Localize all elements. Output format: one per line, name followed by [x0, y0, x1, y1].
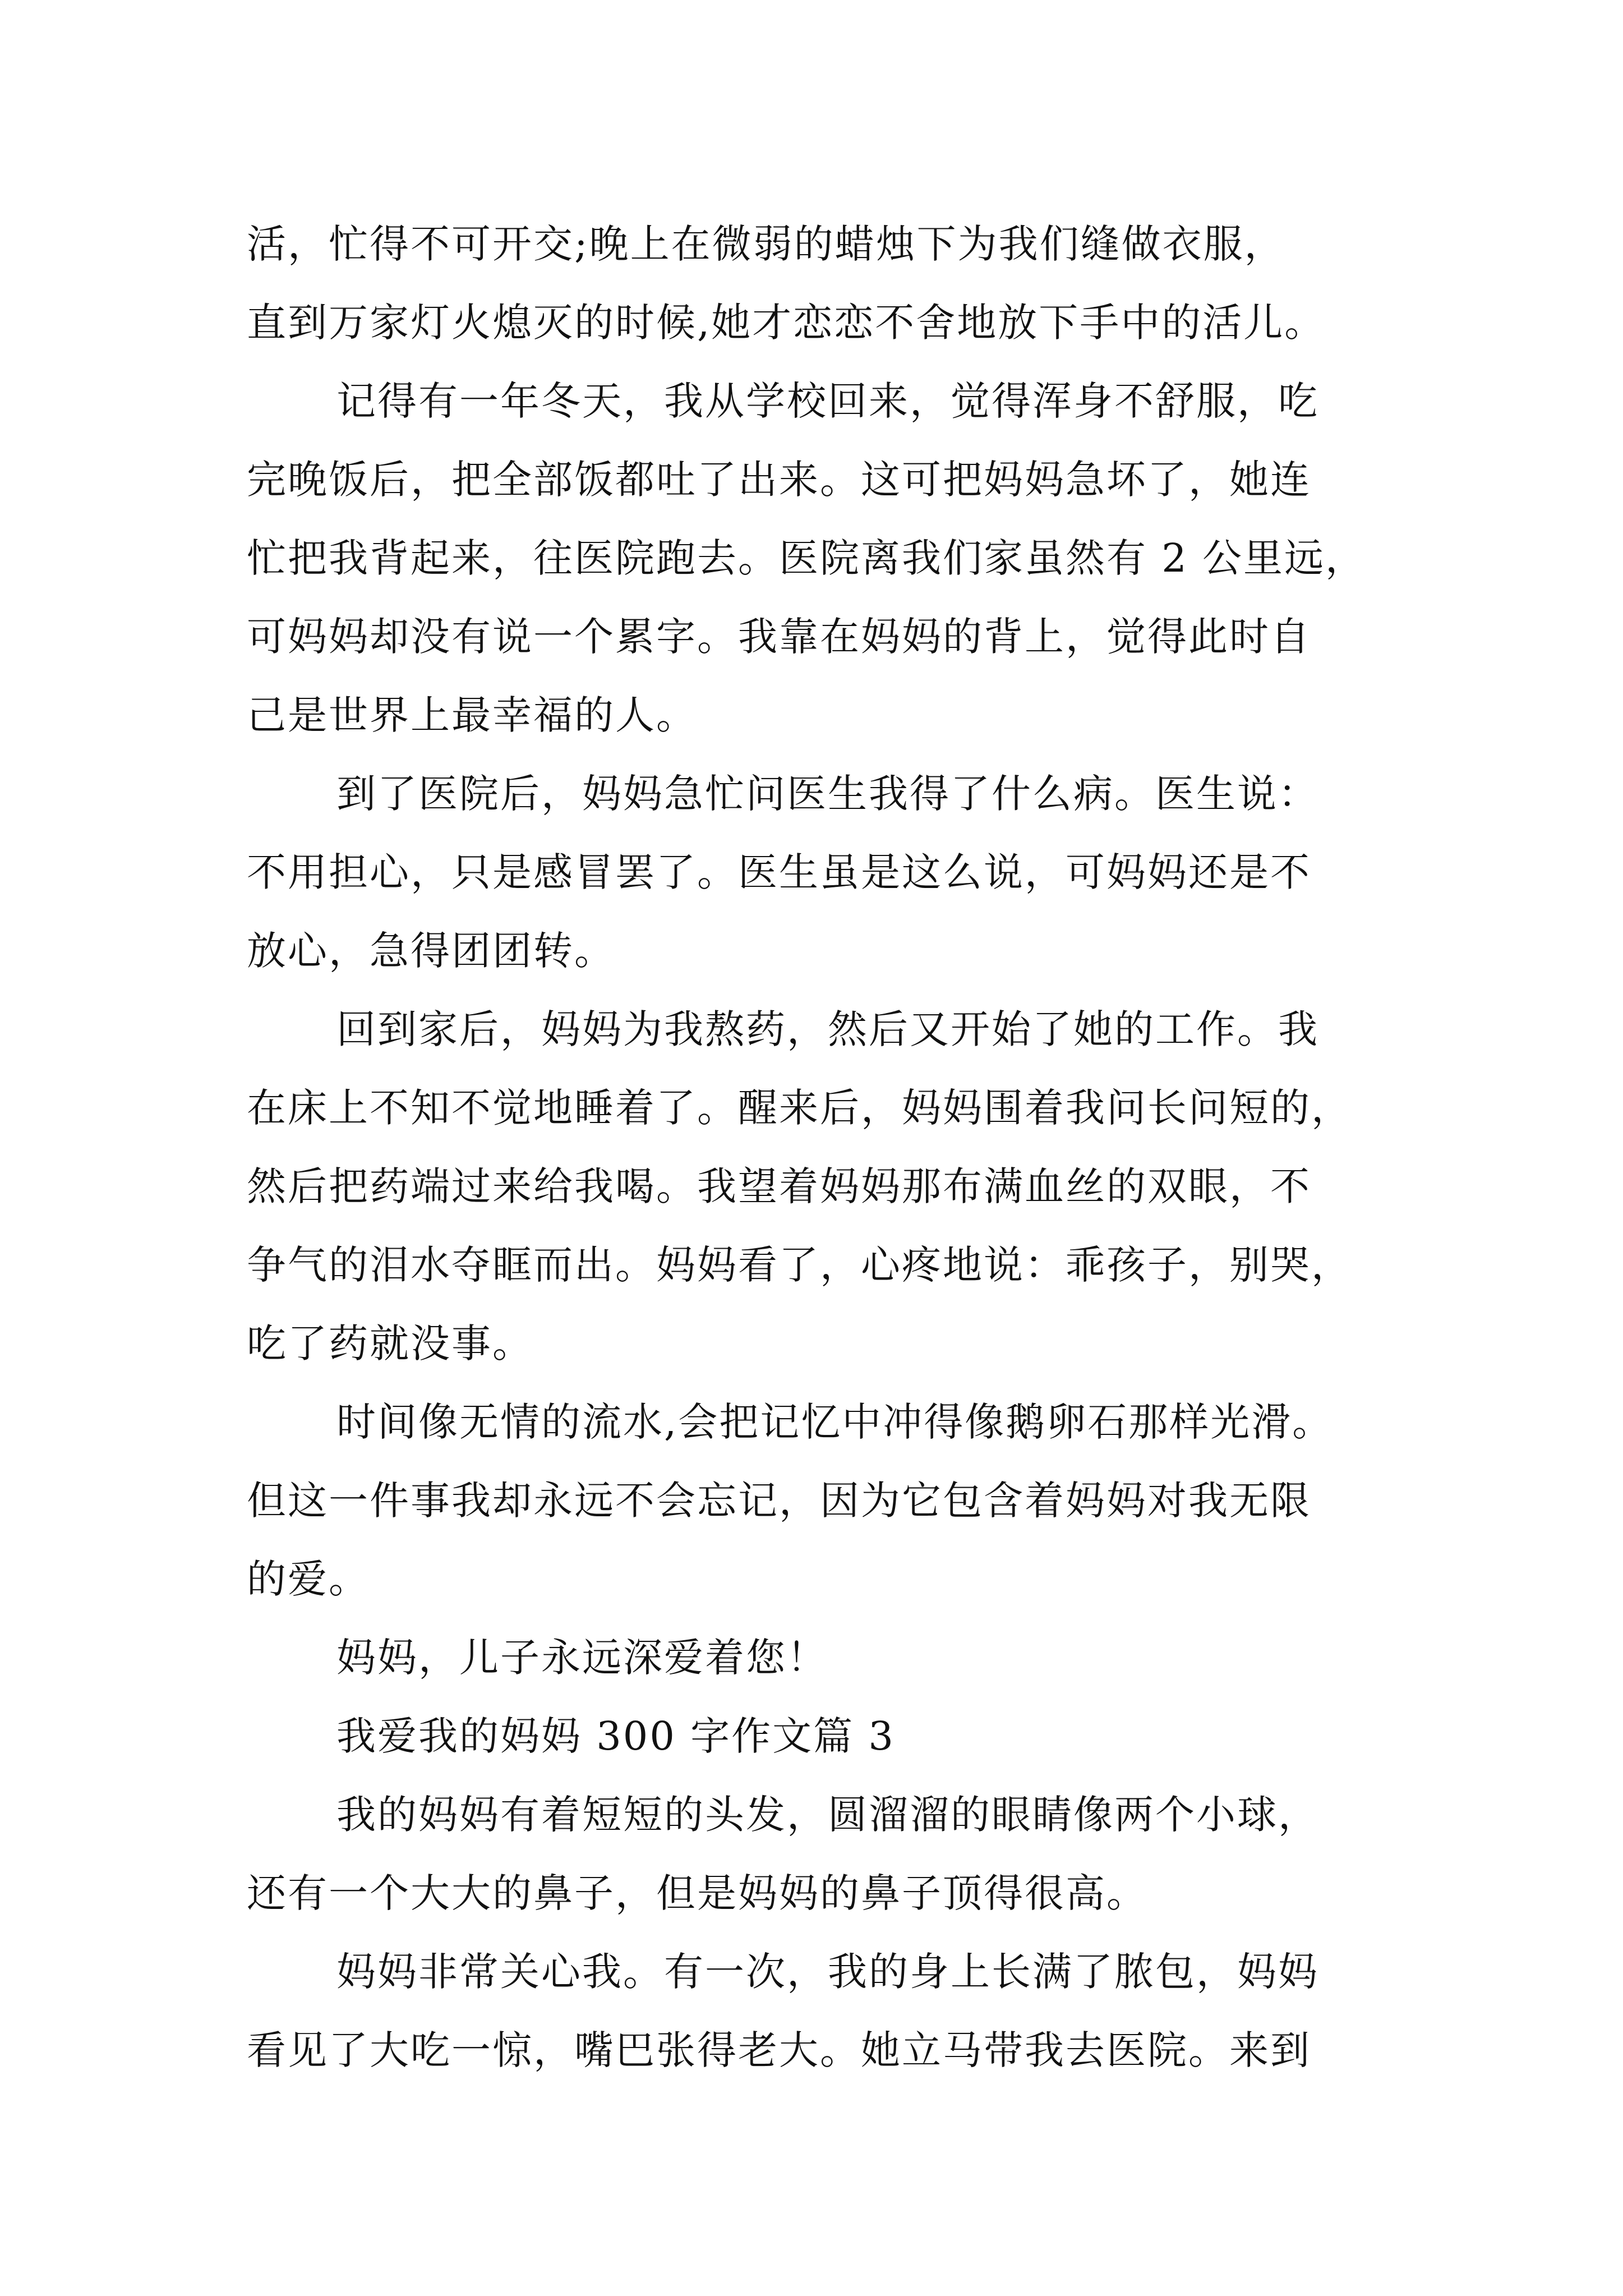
text-line: 己是世界上最幸福的人。 [247, 692, 697, 738]
paragraph-start-line: 妈妈，儿子永远深爱着您！ [336, 1635, 828, 1681]
text-line: 可妈妈却没有说一个累字。我靠在妈妈的背上，觉得此时自 [247, 614, 1311, 660]
text-line: 活，忙得不可开交;晚上在微弱的蜡烛下为我们缝做衣服， [247, 221, 1285, 267]
text-line: 然后把药端过来给我喝。我望着妈妈那布满血丝的双眼，不 [247, 1163, 1311, 1209]
text-line: 放心，急得团团转。 [247, 928, 615, 974]
text-line: 争气的泪水夺眶而出。妈妈看了，心疼地说：乖孩子，别哭， [247, 1242, 1352, 1288]
paragraph-start-line: 时间像无情的流水,会把记忆中冲得像鹅卵石那样光滑。 [336, 1399, 1334, 1445]
paragraph-start-line: 我的妈妈有着短短的头发，圆溜溜的眼睛像两个小球， [336, 1792, 1319, 1838]
section-heading: 我爱我的妈妈 300 字作文篇 3 [336, 1713, 895, 1759]
text-line: 直到万家灯火熄灭的时候,她才恋恋不舍地放下手中的活儿。 [247, 300, 1326, 346]
text-line: 的爱。 [247, 1556, 370, 1602]
text-line: 吃了药就没事。 [247, 1320, 533, 1366]
text-line: 看见了大吃一惊，嘴巴张得老大。她立马带我去医院。来到 [247, 2027, 1311, 2073]
paragraph-start-line: 妈妈非常关心我。有一次，我的身上长满了脓包，妈妈 [336, 1949, 1319, 1995]
text-line: 但这一件事我却永远不会忘记，因为它包含着妈妈对我无限 [247, 1478, 1311, 1524]
text-line: 不用担心，只是感冒罢了。医生虽是这么说，可妈妈还是不 [247, 849, 1311, 895]
paragraph-start-line: 记得有一年冬天，我从学校回来，觉得浑身不舒服，吃 [336, 378, 1319, 424]
paragraph-start-line: 到了医院后，妈妈急忙问医生我得了什么病。医生说： [336, 771, 1319, 817]
text-line: 还有一个大大的鼻子，但是妈妈的鼻子顶得很高。 [247, 1870, 1147, 1916]
text-line: 完晚饭后，把全部饭都吐了出来。这可把妈妈急坏了，她连 [247, 457, 1311, 503]
paragraph-start-line: 回到家后，妈妈为我熬药，然后又开始了她的工作。我 [336, 1006, 1319, 1052]
text-line: 在床上不知不觉地睡着了。醒来后，妈妈围着我问长问短的， [247, 1085, 1352, 1131]
text-line: 忙把我背起来，往医院跑去。医院离我们家虽然有 2 公里远， [247, 535, 1367, 581]
